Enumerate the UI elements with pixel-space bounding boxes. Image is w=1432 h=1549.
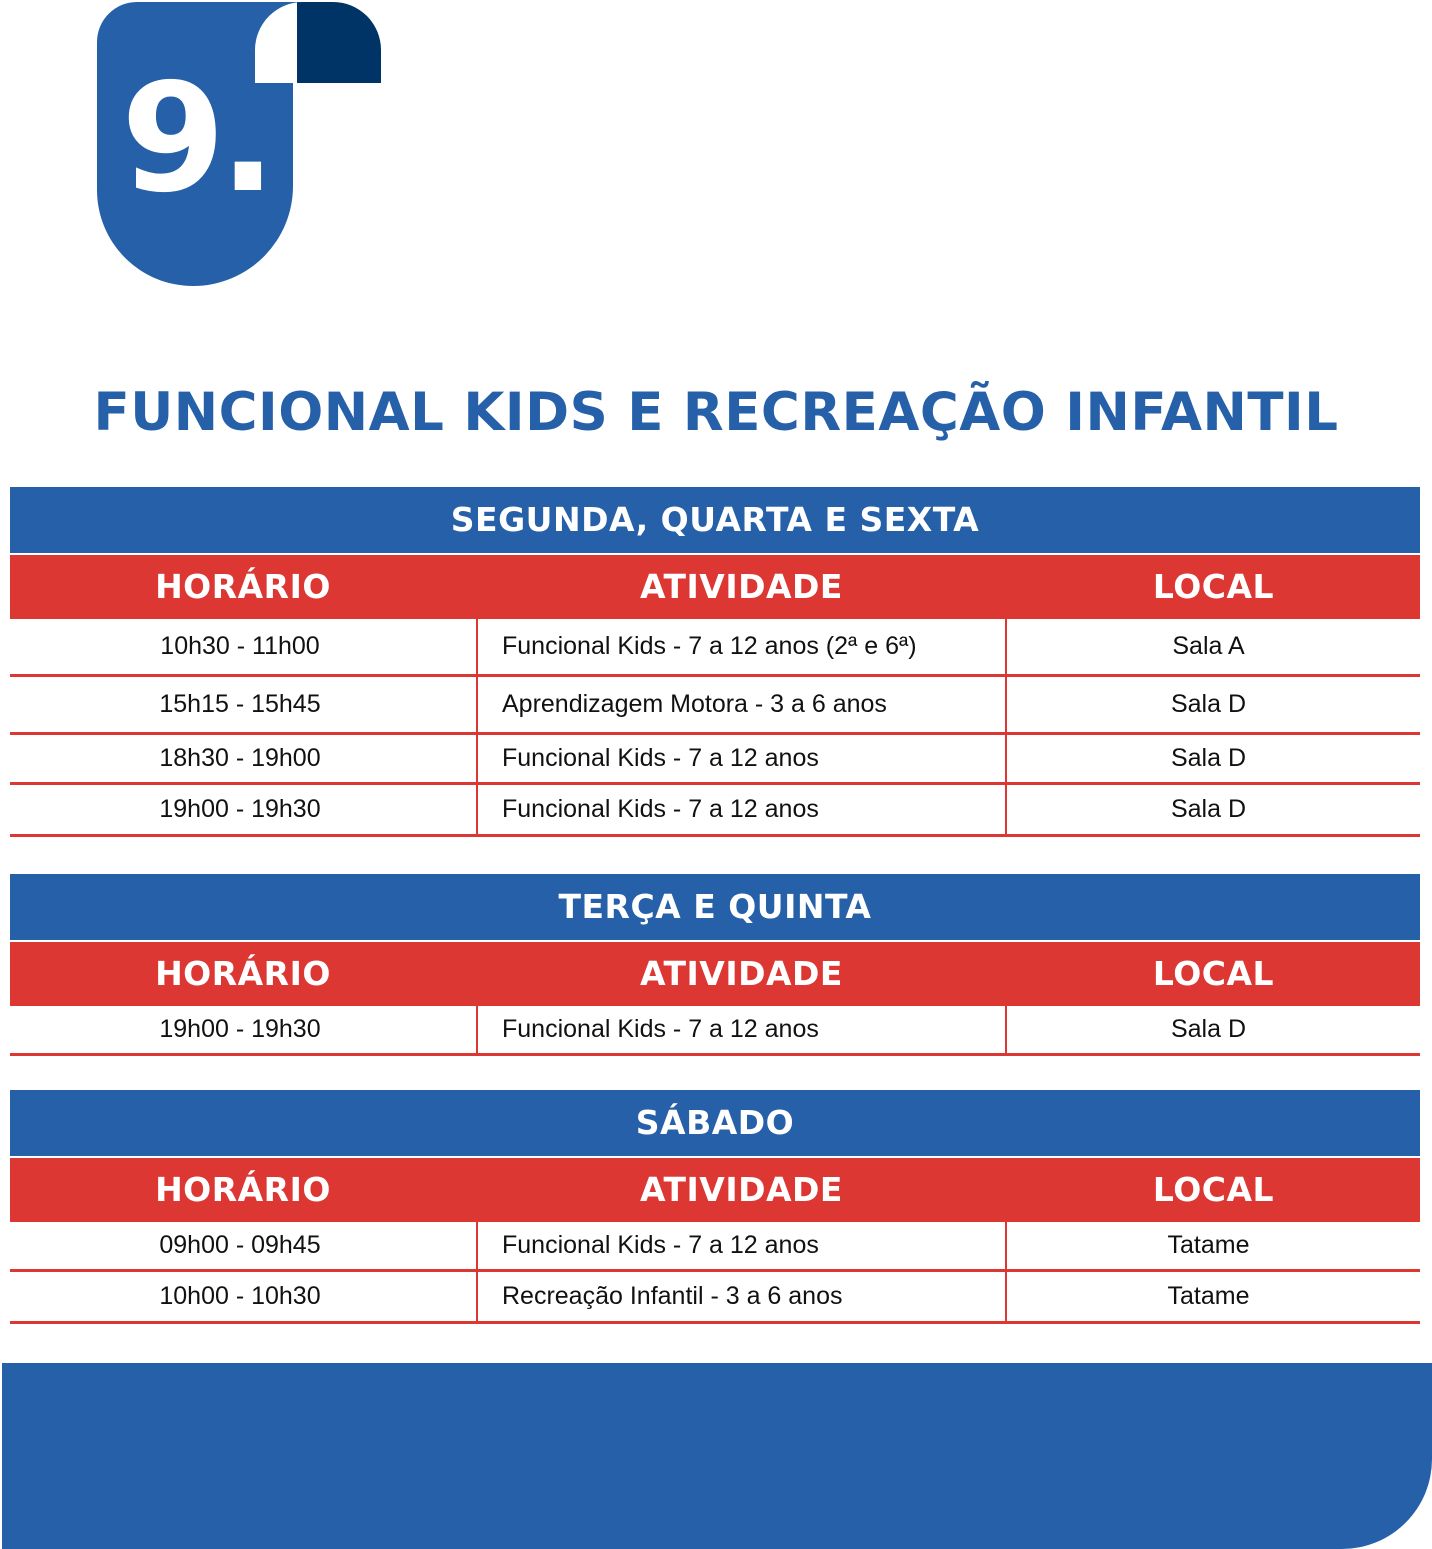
table-row <box>10 1222 1420 1272</box>
section-number-badge <box>97 2 383 286</box>
table-row <box>10 1006 1420 1056</box>
location-cell: Sala D <box>1170 1015 1247 1043</box>
column-header-activity: ATIVIDADE <box>640 1170 843 1209</box>
location-cell: Tatame <box>1167 1231 1250 1259</box>
day-header: TERÇA E QUINTA <box>10 874 1420 940</box>
activity-cell: Funcional Kids - 7 a 12 anos (2ª e 6ª) <box>476 619 1007 674</box>
table-row <box>10 677 1420 735</box>
schedule-section-saturday <box>10 1090 1420 1324</box>
column-header-activity: ATIVIDADE <box>640 567 843 606</box>
schedule-section-tue-thu <box>10 874 1420 1056</box>
activity-cell: Aprendizagem Motora - 3 a 6 anos <box>476 677 1007 732</box>
table-header-row <box>10 942 1420 1006</box>
activity-cell: Funcional Kids - 7 a 12 anos <box>476 785 1007 834</box>
footer-band <box>2 1363 1432 1549</box>
location-cell: Sala D <box>1170 690 1247 718</box>
table-row <box>10 785 1420 837</box>
activity-cell: Funcional Kids - 7 a 12 anos <box>476 735 1007 782</box>
column-header-time: HORÁRIO <box>155 567 331 606</box>
column-header-location: LOCAL <box>1152 1170 1275 1209</box>
time-cell: 19h00 - 19h30 <box>159 1015 321 1043</box>
column-header-location: LOCAL <box>1152 954 1275 993</box>
time-cell: 19h00 - 19h30 <box>159 795 321 823</box>
table-row <box>10 619 1420 677</box>
location-cell: Sala A <box>1172 632 1245 660</box>
table-row <box>10 735 1420 785</box>
location-cell: Sala D <box>1170 795 1247 823</box>
time-cell: 10h00 - 10h30 <box>159 1282 321 1310</box>
table-row <box>10 1272 1420 1324</box>
activity-cell: Funcional Kids - 7 a 12 anos <box>476 1222 1007 1269</box>
time-cell: 15h15 - 15h45 <box>159 690 321 718</box>
table-header-row <box>10 1158 1420 1222</box>
day-header: SEGUNDA, QUARTA E SEXTA <box>10 487 1420 553</box>
page-title: FUNCIONAL KIDS E RECREAÇÃO INFANTIL <box>93 382 1339 443</box>
activity-cell: Funcional Kids - 7 a 12 anos <box>476 1006 1007 1053</box>
day-header: SÁBADO <box>10 1090 1420 1156</box>
badge-number: 9. <box>121 52 271 226</box>
time-cell: 09h00 - 09h45 <box>159 1231 321 1259</box>
time-cell: 10h30 - 11h00 <box>160 632 320 660</box>
location-cell: Tatame <box>1167 1282 1250 1310</box>
column-header-time: HORÁRIO <box>155 1170 331 1209</box>
time-cell: 18h30 - 19h00 <box>159 744 321 772</box>
location-cell: Sala D <box>1170 744 1247 772</box>
column-header-location: LOCAL <box>1152 567 1275 606</box>
activity-cell: Recreação Infantil - 3 a 6 anos <box>476 1272 1007 1321</box>
table-header-row <box>10 555 1420 619</box>
schedule-section-mon-wed-fri <box>10 487 1420 837</box>
column-header-activity: ATIVIDADE <box>640 954 843 993</box>
column-header-time: HORÁRIO <box>155 954 331 993</box>
